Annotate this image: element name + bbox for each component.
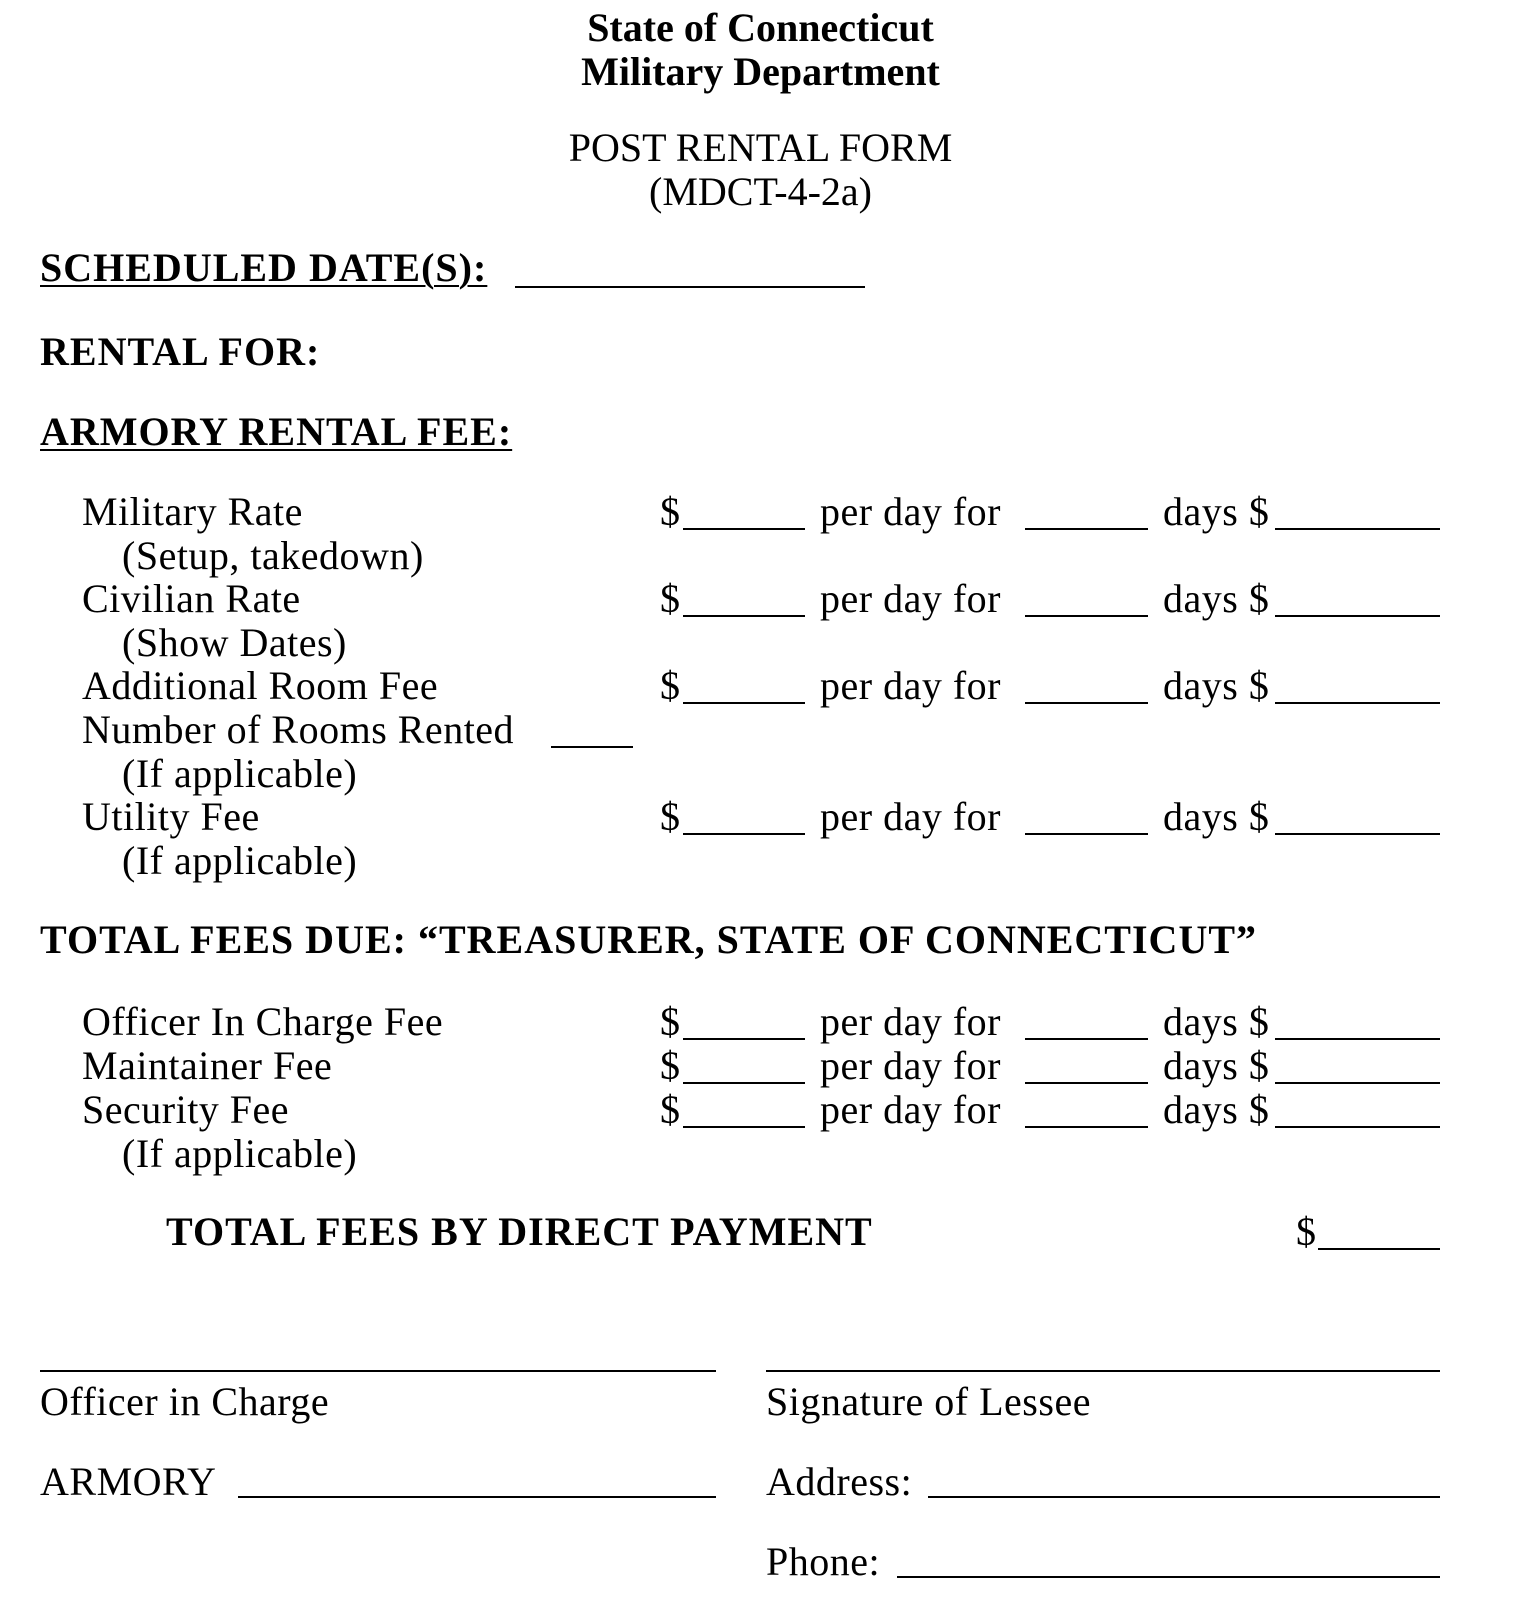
per-day-for: per day for — [820, 999, 1001, 1044]
officer-in-charge-fee-label: Officer In Charge Fee — [82, 999, 444, 1044]
civilian-rate-total-field[interactable] — [1275, 615, 1440, 617]
dollar-sign: $ — [660, 489, 681, 534]
total-fees-due-heading: TOTAL FEES DUE: “TREASURER, STATE OF CONNECTICUT” — [40, 917, 1258, 962]
officer-fee-total-field[interactable] — [1275, 1038, 1440, 1040]
direct-payment-total-field[interactable] — [1318, 1248, 1440, 1250]
utility-fee-label: Utility Fee — [82, 794, 260, 839]
per-day-for: per day for — [820, 1043, 1001, 1088]
civilian-rate-sub: (Show Dates) — [122, 620, 347, 665]
scheduled-dates-label: SCHEDULED DATE(S): — [40, 245, 488, 290]
additional-room-fee-label: Additional Room Fee — [82, 663, 439, 708]
military-rate-amount-field[interactable] — [683, 528, 805, 530]
utility-fee-amount-field[interactable] — [683, 833, 805, 835]
direct-payment-label: TOTAL FEES BY DIRECT PAYMENT — [166, 1209, 873, 1254]
org-line-1: State of Connecticut — [587, 5, 934, 50]
dollar-sign: $ — [660, 1043, 681, 1088]
officer-signature-line[interactable] — [40, 1370, 716, 1372]
dollar-sign: $ — [660, 1087, 681, 1132]
security-fee-label: Security Fee — [82, 1087, 290, 1132]
security-fee-days-field[interactable] — [1025, 1126, 1148, 1128]
dollar-sign: $ — [660, 663, 681, 708]
phone-label: Phone: — [766, 1539, 881, 1584]
civilian-rate-amount-field[interactable] — [683, 615, 805, 617]
maintainer-fee-label: Maintainer Fee — [82, 1043, 333, 1088]
form-title: POST RENTAL FORM — [568, 125, 953, 170]
military-rate-label: Military Rate — [82, 489, 303, 534]
dollar-sign: $ — [660, 576, 681, 621]
scheduled-dates-field[interactable] — [515, 286, 865, 288]
utility-fee-sub: (If applicable) — [122, 838, 358, 883]
maintainer-fee-days-field[interactable] — [1025, 1082, 1148, 1084]
security-fee-total-field[interactable] — [1275, 1126, 1440, 1128]
officer-fee-days-field[interactable] — [1025, 1038, 1148, 1040]
rooms-rented-sub: (If applicable) — [122, 751, 358, 796]
per-day-for: per day for — [820, 794, 1001, 839]
utility-fee-total-field[interactable] — [1275, 833, 1440, 835]
days-label: days $ — [1163, 489, 1270, 534]
maintainer-fee-amount-field[interactable] — [683, 1082, 805, 1084]
dollar-sign: $ — [660, 794, 681, 839]
direct-payment-dollar: $ — [1296, 1209, 1317, 1254]
per-day-for: per day for — [820, 576, 1001, 621]
org-line-2: Military Department — [581, 49, 940, 94]
rental-for-label: RENTAL FOR: — [40, 329, 321, 374]
days-label: days $ — [1163, 999, 1270, 1044]
dollar-sign: $ — [660, 999, 681, 1044]
days-label: days $ — [1163, 663, 1270, 708]
lessee-signature-line[interactable] — [766, 1370, 1440, 1372]
days-label: days $ — [1163, 1087, 1270, 1132]
military-rate-sub: (Setup, takedown) — [122, 533, 424, 578]
rooms-rented-label: Number of Rooms Rented — [82, 707, 515, 752]
phone-field[interactable] — [897, 1576, 1440, 1578]
officer-fee-amount-field[interactable] — [683, 1038, 805, 1040]
days-label: days $ — [1163, 794, 1270, 839]
per-day-for: per day for — [820, 489, 1001, 534]
military-rate-total-field[interactable] — [1275, 528, 1440, 530]
utility-fee-days-field[interactable] — [1025, 833, 1148, 835]
days-label: days $ — [1163, 576, 1270, 621]
armory-label: ARMORY — [40, 1459, 217, 1504]
maintainer-fee-total-field[interactable] — [1275, 1082, 1440, 1084]
address-label: Address: — [766, 1459, 913, 1504]
security-fee-sub: (If applicable) — [122, 1131, 358, 1176]
additional-room-amount-field[interactable] — [683, 702, 805, 704]
rooms-rented-field[interactable] — [551, 746, 633, 748]
additional-room-total-field[interactable] — [1275, 702, 1440, 704]
days-label: days $ — [1163, 1043, 1270, 1088]
civilian-rate-label: Civilian Rate — [82, 576, 301, 621]
civilian-rate-days-field[interactable] — [1025, 615, 1148, 617]
signature-of-lessee-label: Signature of Lessee — [766, 1379, 1091, 1424]
additional-room-days-field[interactable] — [1025, 702, 1148, 704]
address-field[interactable] — [928, 1496, 1440, 1498]
military-rate-days-field[interactable] — [1025, 528, 1148, 530]
form-code: (MDCT-4-2a) — [649, 169, 872, 214]
per-day-for: per day for — [820, 1087, 1001, 1132]
armory-field[interactable] — [238, 1496, 716, 1498]
officer-in-charge-label: Officer in Charge — [40, 1379, 330, 1424]
per-day-for: per day for — [820, 663, 1001, 708]
armory-rental-fee-heading: ARMORY RENTAL FEE: — [40, 409, 513, 454]
security-fee-amount-field[interactable] — [683, 1126, 805, 1128]
